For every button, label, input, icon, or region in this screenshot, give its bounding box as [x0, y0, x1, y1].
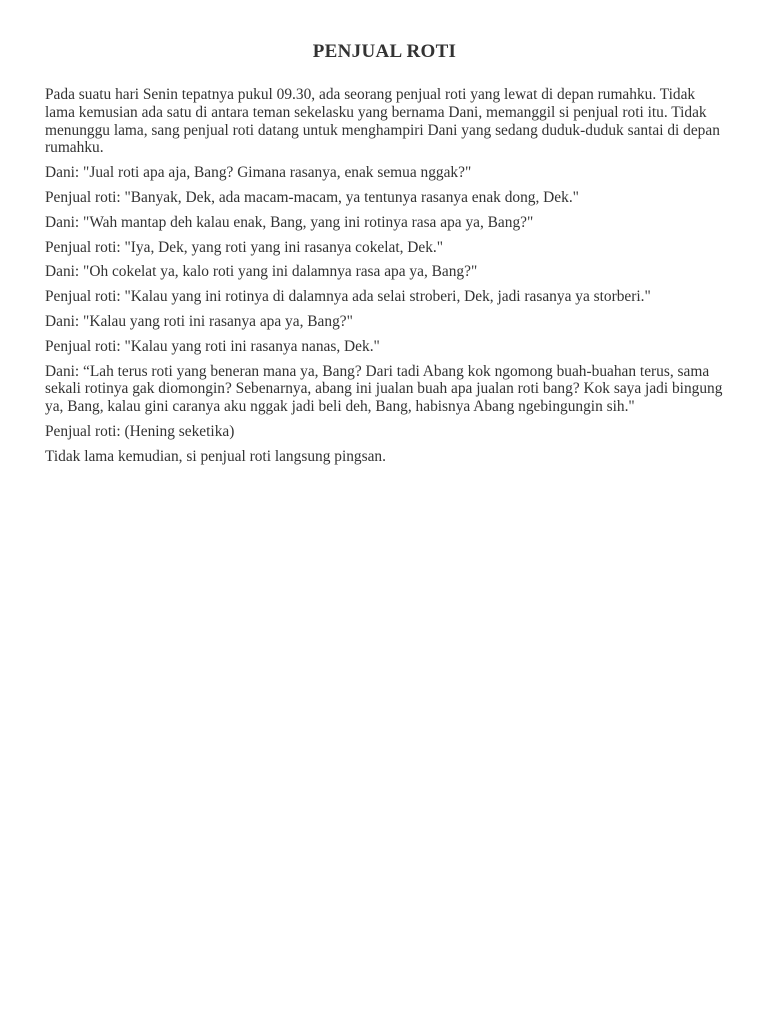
dialogue-line: Dani: “Lah terus roti yang beneran mana ya, Bang? Dari tadi Abang kok ngomong buah-buahan terus, sama sekali rotinya gak diomongin? Sebenarnya, abang ini jualan buah apa jualan roti bang? Kok saya jadi bingung ya, Bang, kalau gini caranya aku nggak jadi beli deh, Bang, habisnya Abang ngebingungin sih.": [45, 362, 723, 416]
dialogue-line: Penjual roti: "Kalau yang roti ini rasanya nanas, Dek.": [45, 337, 380, 355]
dialogue-line: Penjual roti: "Kalau yang ini rotinya di dalamnya ada selai stroberi, Dek, jadi rasanya ya storberi.": [45, 288, 651, 306]
dialogue-line: Dani: "Oh cokelat ya, kalo roti yang ini dalamnya rasa apa ya, Bang?": [45, 263, 478, 281]
dialogue-line: Dani: "Kalau yang roti ini rasanya apa ya, Bang?": [45, 312, 353, 330]
dialogue-line: Dani: "Jual roti apa aja, Bang? Gimana rasanya, enak semua nggak?": [45, 164, 472, 182]
document-title: PENJUAL ROTI: [312, 41, 457, 62]
paragraph-intro: Pada suatu hari Senin tepatnya pukul 09.30, ada seorang penjual roti yang lewat di depan rumahku. Tidak lama kemusian ada satu di antara teman sekelasku yang bernama Dani, memanggil si penjual roti itu. Tidak menunggu lama, sang penjual roti datang untuk menghampiri Dani yang sedang duduk-duduk santai di depan rumahku.: [45, 86, 720, 157]
dialogue-line: Penjual roti: "Banyak, Dek, ada macam-macam, ya tentunya rasanya enak dong, Dek.": [45, 188, 579, 206]
paragraph-ending: Tidak lama kemudian, si penjual roti langsung pingsan.: [45, 447, 386, 465]
dialogue-line: Penjual roti: (Hening seketika): [45, 422, 235, 440]
document-body: [45, 86, 724, 466]
dialogue-line: Dani: "Wah mantap deh kalau enak, Bang, yang ini rotinya rasa apa ya, Bang?": [45, 213, 534, 231]
dialogue-line: Penjual roti: "Iya, Dek, yang roti yang ini rasanya cokelat, Dek.": [45, 238, 444, 256]
